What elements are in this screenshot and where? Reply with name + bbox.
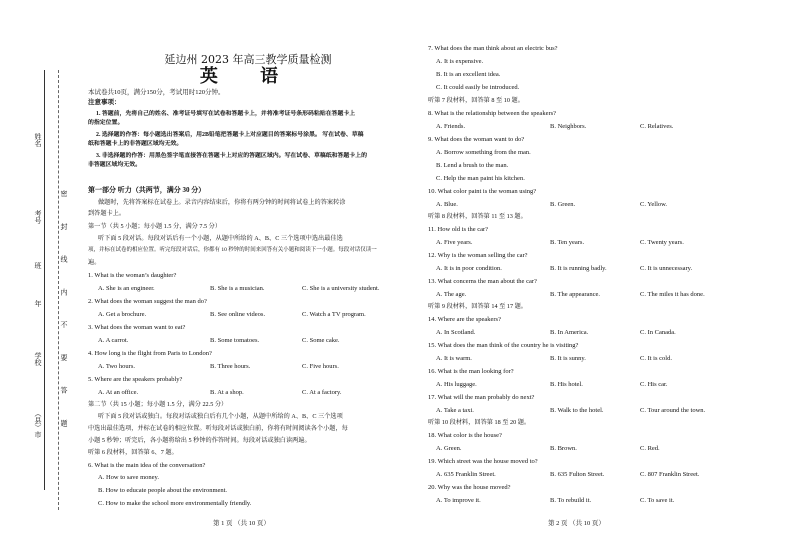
name-label: 姓名 <box>34 133 42 147</box>
option-c[interactable]: C. Yellow. <box>640 201 668 208</box>
option-a[interactable]: A. The age. <box>436 291 467 298</box>
question-text: 18. What color is the house? <box>428 432 502 439</box>
page-footer-left: 第 1 页 （共 10 页） <box>213 520 270 527</box>
option-a[interactable]: A. Take a taxi. <box>436 407 474 414</box>
option-a[interactable]: A. Green. <box>436 445 462 452</box>
option-b[interactable]: B. Neighbors. <box>550 123 587 130</box>
margin-dashed-line <box>58 70 59 510</box>
subject-title: 英 语 <box>199 66 297 87</box>
section2-line: 小题 5 秒钟；听完后，各小题将给出 5 秒钟的作答时间。每段对话或独白读两遍。 <box>88 437 311 444</box>
intro-line: 1. 答题前，先将自己的姓名、准考证号填写在试卷和答题卡上，并将准考证号条形码粘贴在答题卡上 <box>96 111 356 117</box>
section1-heading: 第一节（共 5 小题；每小题 1.5 分，满分 7.5 分） <box>88 223 222 230</box>
option-b[interactable]: B. The appearance. <box>550 291 601 298</box>
option-b[interactable]: B. How to educate people about the environment. <box>98 487 228 494</box>
section2-line: 中选出最佳选项，并标在试卷的相应位置。听每段对话或独白前，你将有时间阅读各个小题，每 <box>88 425 348 432</box>
option-b[interactable]: B. She is a musician. <box>210 285 265 292</box>
option-c[interactable]: C. It is cold. <box>640 355 672 362</box>
option-a[interactable]: A. It is in poor condition. <box>436 265 502 272</box>
option-a[interactable]: A. Two hours. <box>98 363 135 370</box>
question-text: 19. Which street was the house moved to? <box>428 458 538 465</box>
option-c[interactable]: C. She is a university student. <box>302 285 380 292</box>
question-text: 5. Where are the speakers probably? <box>88 376 183 383</box>
passage-header: 听第 8 段材料，回答第 11 至 13 题。 <box>428 213 527 220</box>
option-b[interactable]: B. Green. <box>550 201 576 208</box>
option-c[interactable]: C. His car. <box>640 381 668 388</box>
option-a[interactable]: A. It is expensive. <box>436 58 484 65</box>
option-c[interactable]: C. It could easily be introduced. <box>436 84 520 91</box>
question-text: 14. Where are the speakers? <box>428 316 501 323</box>
passage-header: 听第 10 段材料，回答第 18 至 20 题。 <box>428 419 531 426</box>
option-b[interactable]: B. At a shop. <box>210 389 244 396</box>
intro-line: 本试卷共10页，满分150分，考试用时120分钟。 <box>88 89 225 96</box>
option-a[interactable]: A. Five years. <box>436 239 473 246</box>
option-c[interactable]: C. To save it. <box>640 497 675 504</box>
school-label: 学校 <box>34 352 42 366</box>
section2-heading: 第二节（共 15 小题；每小题 1.5 分，满分 22.5 分） <box>88 401 228 408</box>
option-c[interactable]: C. How to make the school more environmentally friendly. <box>98 500 252 507</box>
question-text: 12. Why is the woman selling the car? <box>428 252 528 259</box>
option-c[interactable]: C. Some cake. <box>302 337 340 344</box>
option-a[interactable]: A. Friends. <box>436 123 466 130</box>
question-text: 15. What does the man think of the country he is visiting? <box>428 342 579 349</box>
option-c[interactable]: C. Red. <box>640 445 660 452</box>
part1-line: 到答题卡上。 <box>88 210 126 217</box>
question-text: 3. What does the woman want to eat? <box>88 324 186 331</box>
part1-heading: 第一部分 听力（共两节，满分 30 分） <box>88 186 206 194</box>
option-c[interactable]: C. In Canada. <box>640 329 676 336</box>
option-c[interactable]: C. Watch a TV program. <box>302 311 366 318</box>
option-a[interactable]: A. It is warm. <box>436 355 472 362</box>
option-c[interactable]: C. Twenty years. <box>640 239 684 246</box>
passage-header: 听第 9 段材料，回答第 14 至 17 题。 <box>428 303 527 310</box>
option-a[interactable]: A. A carrot. <box>98 337 129 344</box>
county-label: （县）市 <box>34 410 42 438</box>
option-a[interactable]: A. 635 Franklin Street. <box>436 471 496 478</box>
exam-title: 延边州 2023 年高三教学质量检测 <box>164 53 332 66</box>
question-text: 8. What is the relationship between the speakers? <box>428 110 557 117</box>
intro-line: 的指定位置。 <box>88 120 124 126</box>
option-a[interactable]: A. To improve it. <box>436 497 481 504</box>
intro-line: 3. 非选择题的作答：用黑色签字笔直接答在答题卡上对应的答题区域内。写在试卷、草稿纸和答题卡上的 <box>96 153 367 159</box>
option-b[interactable]: B. His hotel. <box>550 381 583 388</box>
option-a[interactable]: A. Blue. <box>436 201 458 208</box>
question-text: 17. What will the man probably do next? <box>428 394 535 401</box>
option-c[interactable]: C. The miles it has done. <box>640 291 705 298</box>
question-text: 2. What does the woman suggest the man do? <box>88 298 207 305</box>
option-c[interactable]: C. At a factory. <box>302 389 342 396</box>
id-label: 考号 <box>34 210 42 224</box>
question-text: 11. How old is the car? <box>428 226 489 233</box>
question-text: 1. What is the woman’s daughter? <box>88 272 177 279</box>
part1-line: 听下面 5 段对话。每段对话后有一个小题，从题中所给的 A、B、C 三个选项中选出最佳选 <box>98 235 343 242</box>
question-text: 7. What does the man think about an electric bus? <box>428 45 558 52</box>
intro-line: 纸和答题卡上的非答题区域均无效。 <box>88 141 183 147</box>
option-b[interactable]: B. Some tomatoes. <box>210 337 260 344</box>
question-text: 10. What color paint is the woman using? <box>428 188 537 195</box>
question-text: 6. What is the main idea of the conversation? <box>88 462 206 469</box>
option-b[interactable]: B. It is sunny. <box>550 355 586 362</box>
part1-line: 做题时，先将答案标在试卷上。录音内容结束后，你将有两分钟的时间将试卷上的答案转涂 <box>98 199 346 206</box>
question-text: 16. What is the man looking for? <box>428 368 514 375</box>
passage-header: 听第 7 段材料，回答第 8 至 10 题。 <box>428 97 524 104</box>
option-b[interactable]: B. It is running badly. <box>550 265 607 272</box>
page-footer-right: 第 2 页 （共 10 页） <box>548 520 605 527</box>
option-b[interactable]: B. To rebuild it. <box>550 497 592 504</box>
option-b[interactable]: B. Lend a brush to the man. <box>436 162 509 169</box>
intro-line: 2. 选择题的作答：每小题选出答案后，用2B铅笔把答题卡上对应题目的答案标号涂黑。 写在试卷、草稿 <box>96 132 364 138</box>
option-a[interactable]: A. His luggage. <box>436 381 477 388</box>
intro-line: 非答题区域均无效。 <box>88 162 142 168</box>
option-b[interactable]: B. In America. <box>550 329 589 336</box>
option-a[interactable]: A. How to save money. <box>98 474 159 481</box>
part1-line: 项，并标在试卷的相应位置。听完每段对话后，你都有 10 秒钟的时间来回答有关小题和阅读下一小题。每段对话仅读一 <box>88 247 377 253</box>
seal-text: 密 封 线 内 不 要 答 题 <box>60 190 68 439</box>
part1-line: 遍。 <box>88 259 101 266</box>
option-b[interactable]: B. Ten years. <box>550 239 585 246</box>
option-b[interactable]: B. Brown. <box>550 445 577 452</box>
option-a[interactable]: A. Get a brochure. <box>98 311 147 318</box>
option-c[interactable]: C. Relatives. <box>640 123 674 130</box>
binding-margin <box>0 0 70 550</box>
option-b[interactable]: B. Walk to the hotel. <box>550 407 604 414</box>
question-text: 13. What concerns the man about the car? <box>428 278 537 285</box>
option-a[interactable]: A. In Scotland. <box>436 329 476 336</box>
option-b[interactable]: B. Three hours. <box>210 363 251 370</box>
question-text: 9. What does the woman want to do? <box>428 136 525 143</box>
option-a[interactable]: A. She is an engineer. <box>98 285 155 292</box>
option-c[interactable]: C. It is unnecessary. <box>640 265 693 272</box>
question-text: 4. How long is the flight from Paris to London? <box>88 350 212 357</box>
class-label: 班 <box>34 262 42 269</box>
intro-line: 注意事项： <box>88 99 121 106</box>
option-c[interactable]: C. 807 Franklin Street. <box>640 471 700 478</box>
grade-label: 年 <box>34 300 42 307</box>
option-c[interactable]: C. Help the man paint his kitchen. <box>436 175 525 182</box>
option-b[interactable]: B. See online videos. <box>210 311 266 318</box>
passage-header: 听第 6 段材料，回答第 6、7 题。 <box>88 449 178 456</box>
option-a[interactable]: A. At an office. <box>98 389 139 396</box>
option-c[interactable]: C. Five hours. <box>302 363 339 370</box>
margin-solid-line <box>44 70 45 490</box>
option-a[interactable]: A. Borrow something from the man. <box>436 149 531 156</box>
question-text: 20. Why was the house moved? <box>428 484 511 491</box>
section2-line: 听下面 5 段对话或独白。每段对话或独白后有几个小题，从题中所给的 A、B、C 三个选项 <box>98 413 343 420</box>
option-b[interactable]: B. It is an excellent idea. <box>436 71 501 78</box>
option-b[interactable]: B. 635 Fulton Street. <box>550 471 605 478</box>
option-c[interactable]: C. Tour around the town. <box>640 407 706 414</box>
